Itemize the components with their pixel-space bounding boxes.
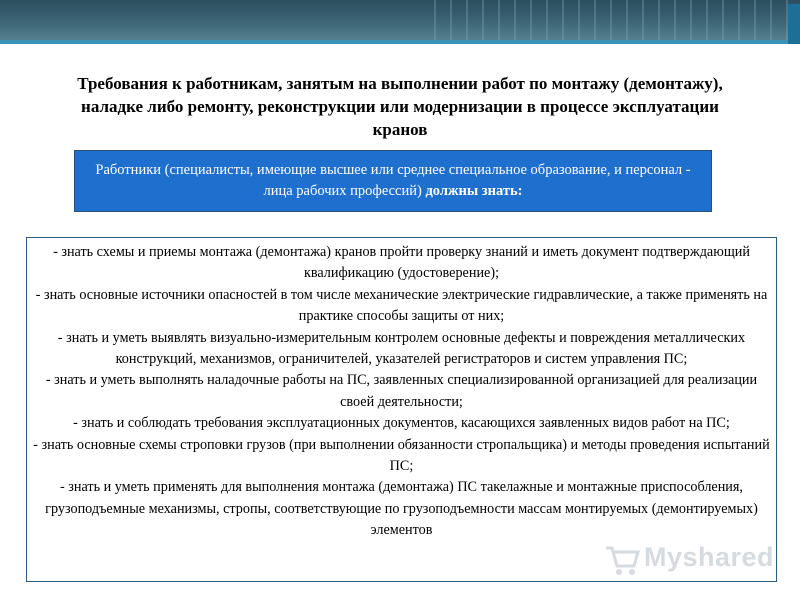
header-band	[0, 0, 800, 40]
subheader-text: Работники (специалисты, имеющие высшее или среднее специальное образование, и персонал - лица рабочих профессий)	[95, 162, 691, 199]
workers-subheader-box	[74, 150, 712, 212]
requirement-item-6: - знать основные схемы строповки грузов (при выполнении обязанности стропальщика) и методы проведения испытаний ПС;	[33, 436, 770, 475]
subheader-bold: должны знать:	[425, 183, 523, 199]
slide-title: Требования к работникам, занятым на выполнении работ по монтажу (демонтажу), наладке либо ремонту, реконструкции или модернизации в процессе эксплуатации кранов	[77, 74, 723, 139]
requirement-item-1: - знать схемы и приемы монтажа (демонтажа) кранов пройти проверку знаний и иметь документ подтверждающий квалификацию (удостоверение);	[53, 244, 750, 282]
requirements-box	[26, 237, 777, 582]
watermark-logo	[602, 540, 775, 580]
requirement-item-3: - знать и уметь выявлять визуально-измерительным контролем основные дефекты и повреждения металлических конструкций, механизмов, ограничителей, указателей регистраторов и систем управления ПС;	[57, 329, 746, 368]
requirement-item-4: - знать и уметь выполнять наладочные работы на ПС, заявленных специализированной организацией для реализации своей деятельности;	[45, 372, 758, 410]
shopping-cart-icon	[602, 540, 642, 580]
watermark-text: Myshared	[644, 542, 775, 572]
requirement-item-7: - знать и уметь применять для выполнения монтажа (демонтажа) ПС такелажные и монтажные приспособления, грузоподъемные механизмы, стропы, соответствующие по грузоподъемности массам монтируемых (демонтируемых) элементов	[45, 479, 758, 539]
requirement-item-2: - знать основные источники опасностей в том числе механические электрические гидравлические, а также применять на практике способы защиты от них;	[35, 286, 768, 325]
header-stripes	[420, 0, 800, 40]
header-accent-line	[0, 40, 800, 44]
requirement-item-5: - знать и соблюдать требования эксплуатационных документов, касающихся заявленных видов работ на ПС;	[73, 415, 730, 432]
header-right-mark	[788, 4, 800, 44]
